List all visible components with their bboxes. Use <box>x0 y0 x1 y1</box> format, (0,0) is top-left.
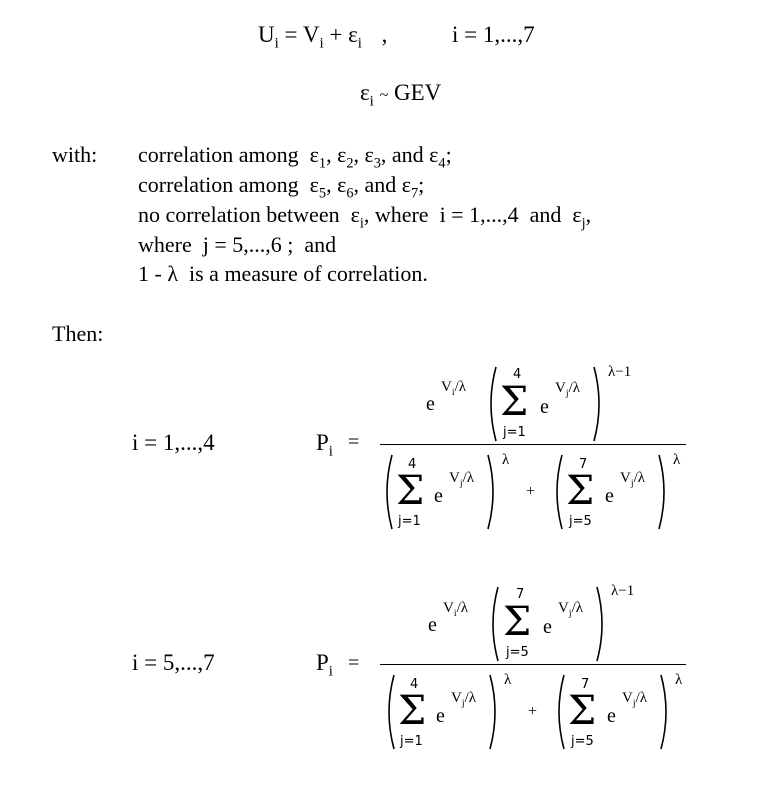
formula-1-num-sigma: Σ <box>500 379 529 425</box>
formula-1-fraction-bar <box>380 444 686 445</box>
formula-1-den-right-paren-2 <box>656 454 670 530</box>
formula-2-den-sum1-top: 4 <box>410 677 419 692</box>
with-line-5: 1 - λ is a measure of correlation. <box>138 261 428 286</box>
formula-1-den-left-paren-1 <box>381 454 395 530</box>
formula-1-den-left-paren-2 <box>551 454 565 530</box>
formula-1-den-lambda-1: λ <box>502 452 510 468</box>
formula-1-den-lambda-2: λ <box>673 452 681 468</box>
formula-1-den-sum1-bot: j=1 <box>398 514 421 529</box>
formula-2-den-exp-2: $V_j/\lambda$ <box>622 690 648 709</box>
formula-1-den-sigma-1: Σ <box>396 468 425 514</box>
formula-1-den-e-2: e <box>605 485 614 507</box>
formula-2-den-sum2-top: 7 <box>581 677 590 692</box>
formula-1-den-sum2-top: 7 <box>579 457 588 472</box>
formula-2-den-exp-1: $V_j/\lambda$ <box>451 690 477 709</box>
formula-1-num-inner-exp: $V_j/\lambda$ <box>555 380 581 399</box>
formula-2-fraction-bar <box>380 664 686 665</box>
formula-1-num-sum-top: 4 <box>513 367 522 382</box>
formula-2-num-inner-e: e <box>543 616 552 638</box>
formula-1-den-exp-2: $V_j/\lambda$ <box>620 470 646 489</box>
formula-2-num-exp: $V_i/\lambda$ <box>443 600 469 619</box>
with-line-3: no correlation between $\varepsilon_i$, where i = 1,...,4 and $\varepsilon_j$, <box>138 202 592 232</box>
formula-2-num-sigma: Σ <box>503 599 532 645</box>
formula-2-den-plus: + <box>528 703 538 720</box>
formula-2-num-e: e <box>428 614 437 636</box>
formula-1-range: i = 1,...,4 <box>132 430 215 455</box>
formula-2-den-sigma-1: Σ <box>398 688 427 734</box>
formula-2-num-inner-exp: $V_j/\lambda$ <box>558 600 584 619</box>
formula-2-den-right-paren-1 <box>487 674 501 750</box>
formula-2-den-sum2-bot: j=5 <box>571 734 594 749</box>
with-line-1: correlation among $\varepsilon_1$, $\varepsilon_2$, $\varepsilon_3$, and $\varepsilon_4$; <box>138 142 452 172</box>
then-label: Then: <box>52 321 104 346</box>
formula-2-den-lambda-1: λ <box>504 672 512 688</box>
formula-1-den-sigma-2: Σ <box>566 468 595 514</box>
formula-1-num-exp: $V_i/\lambda$ <box>441 379 467 398</box>
formula-2-den-e-2: e <box>607 705 616 727</box>
formula-1-den-sum2-bot: j=5 <box>569 514 592 529</box>
formula-1-num-e: e <box>426 393 435 415</box>
formula-2-num-sum-bot: j=5 <box>506 645 529 660</box>
formula-2-num-sum-top: 7 <box>516 587 525 602</box>
formula-2-num-right-paren <box>594 586 608 662</box>
formula-2-den-right-paren-2 <box>658 674 672 750</box>
formula-2-range: i = 5,...,7 <box>132 650 215 675</box>
formula-2-den-e-1: e <box>436 705 445 727</box>
formula-1-equals: = <box>348 431 360 453</box>
formula-2-num-left-paren <box>487 586 501 662</box>
utility-range: i = 1,...,7 <box>452 22 535 47</box>
formula-2-den-left-paren-1 <box>383 674 397 750</box>
formula-1-den-sum1-top: 4 <box>408 457 417 472</box>
formula-2-den-left-paren-2 <box>553 674 567 750</box>
formula-2-den-sigma-2: Σ <box>568 688 597 734</box>
with-label: with: <box>52 142 98 167</box>
formula-1-num-sum-bot: j=1 <box>503 425 526 440</box>
formula-1-den-exp-1: $V_j/\lambda$ <box>449 470 475 489</box>
formula-1-lhs: $P_i$ <box>316 430 333 460</box>
formula-2-den-lambda-2: λ <box>675 672 683 688</box>
formula-2-equals: = <box>348 652 360 674</box>
gev-equation: $\varepsilon_i$ ~ GEV <box>360 80 442 110</box>
formula-1-den-plus: + <box>526 483 536 500</box>
formula-1-num-left-paren <box>485 366 499 442</box>
with-line-2: correlation among $\varepsilon_5$, $\varepsilon_6$, and $\varepsilon_7$; <box>138 172 425 202</box>
formula-2-num-outer-exp: λ−1 <box>611 583 635 599</box>
formula-2-den-sum1-bot: j=1 <box>400 734 423 749</box>
utility-equation: $U_i = V_i + \varepsilon_i$ , <box>258 22 388 52</box>
with-line-4: where j = 5,...,6 ; and <box>138 232 337 257</box>
formula-1-num-inner-e: e <box>540 396 549 418</box>
formula-1-den-right-paren-1 <box>485 454 499 530</box>
formula-2-lhs: $P_i$ <box>316 650 333 680</box>
formula-1-num-outer-exp: λ−1 <box>608 364 632 380</box>
formula-1-num-right-paren <box>591 366 605 442</box>
formula-1-den-e-1: e <box>434 485 443 507</box>
